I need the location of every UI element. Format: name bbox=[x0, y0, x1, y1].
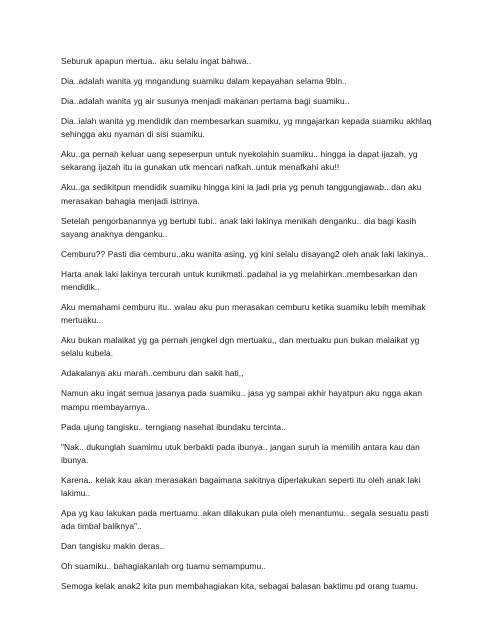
document-body bbox=[61, 55, 441, 600]
paragraph: Aku..ga sedikitpun mendidik suamiku hingga kini ia jadi pria yg penuh tanggungjawab.. dan aku merasakan bahagia menjadi istrinya. bbox=[61, 182, 422, 206]
paragraph: Dia..adalah wanita yg mngandung suamiku dalam kepayahan selama 9bln.. bbox=[61, 76, 347, 86]
paragraph: Aku memahami cemburu itu.. walau aku pun merasakan cemburu ketika suamiku lebih memihak mertuaku.. bbox=[61, 302, 426, 326]
paragraph: Namun aku ingat semua jasanya pada suamiku.. jasa yg sampai akhir hayatpun aku ngga akan mampu membayarnya.. bbox=[61, 388, 423, 412]
paragraph: Apa yg kau lakukan pada mertuamu..akan dilakukan pula oleh menantumu.. segala sesuatu pasti ada timbal baliknya".. bbox=[61, 508, 429, 532]
paragraph: Dia..adalah wanita yg air susunya menjadi makanan pertama bagi suamiku.. bbox=[61, 96, 350, 106]
paragraph: Setelah pengorbanannya yg bertubi tubi.. anak laki lakinya menikah denganku.. dia bagi kasih sayang anaknya denganku.. bbox=[61, 215, 417, 239]
paragraph: Karena.. kelak kau akan merasakan bagaimana sakitnya diperlakukan seperti itu oleh anak laki lakimu.. bbox=[61, 474, 421, 499]
paragraph: "Nak.. dukunglah suamimu utuk berbakti pada ibunya.. jangan suruh ia memilih antara kau dan ibunya. bbox=[61, 441, 420, 465]
paragraph: Harta anak laki lakinya tercurah untuk kunikmati..padahal ia yg melahirkan..membesarkan dan mendidik.. bbox=[61, 268, 418, 293]
paragraph: Seburuk apapun mertua.. aku selalu ingat bahwa.. bbox=[61, 56, 252, 66]
paragraph: Pada ujung tangisku.. terngiang nasehat ibundaku tercinta.. bbox=[61, 421, 286, 432]
paragraph: Adakalanya aku marah..cemburu dan sakit hati,, bbox=[61, 368, 244, 379]
paragraph: Cemburu?? Pasti dia cemburu..aku wanita asing, yg kini selalu disayang2 oleh anak laki lakinya.. bbox=[61, 248, 429, 259]
paragraph: Oh suamiku.. bahagiakanlah org tuamu semampumu.. bbox=[61, 561, 266, 572]
paragraph: Semoga kelak anak2 kita pun membahagiakan kita, sebagai balasan baktimu pd orang tuamu. bbox=[61, 581, 418, 592]
paragraph: Aku..ga pernah keluar uang sepeserpun untuk nyekolahin suamiku.. hingga ia dapat ijazah, yg sekarang ijazah itu ia gunakan utk mencari nafkah..untuk menafkahi aku!! bbox=[61, 149, 418, 173]
paragraph: Dia..ialah wanita yg mendidik dan membesarkan suamiku, yg mngajarkan kepada suamiku akhlaq sehingga aku nyaman di sisi suamiku. bbox=[61, 116, 432, 140]
paragraph: Dan tangisku makin deras.. bbox=[61, 541, 165, 552]
paragraph: Aku bukan malaikat yg ga pernah jengkel dgn mertuaku,, dan mertuaku pun bukan malaikat yg selalu kubela. bbox=[61, 335, 420, 359]
